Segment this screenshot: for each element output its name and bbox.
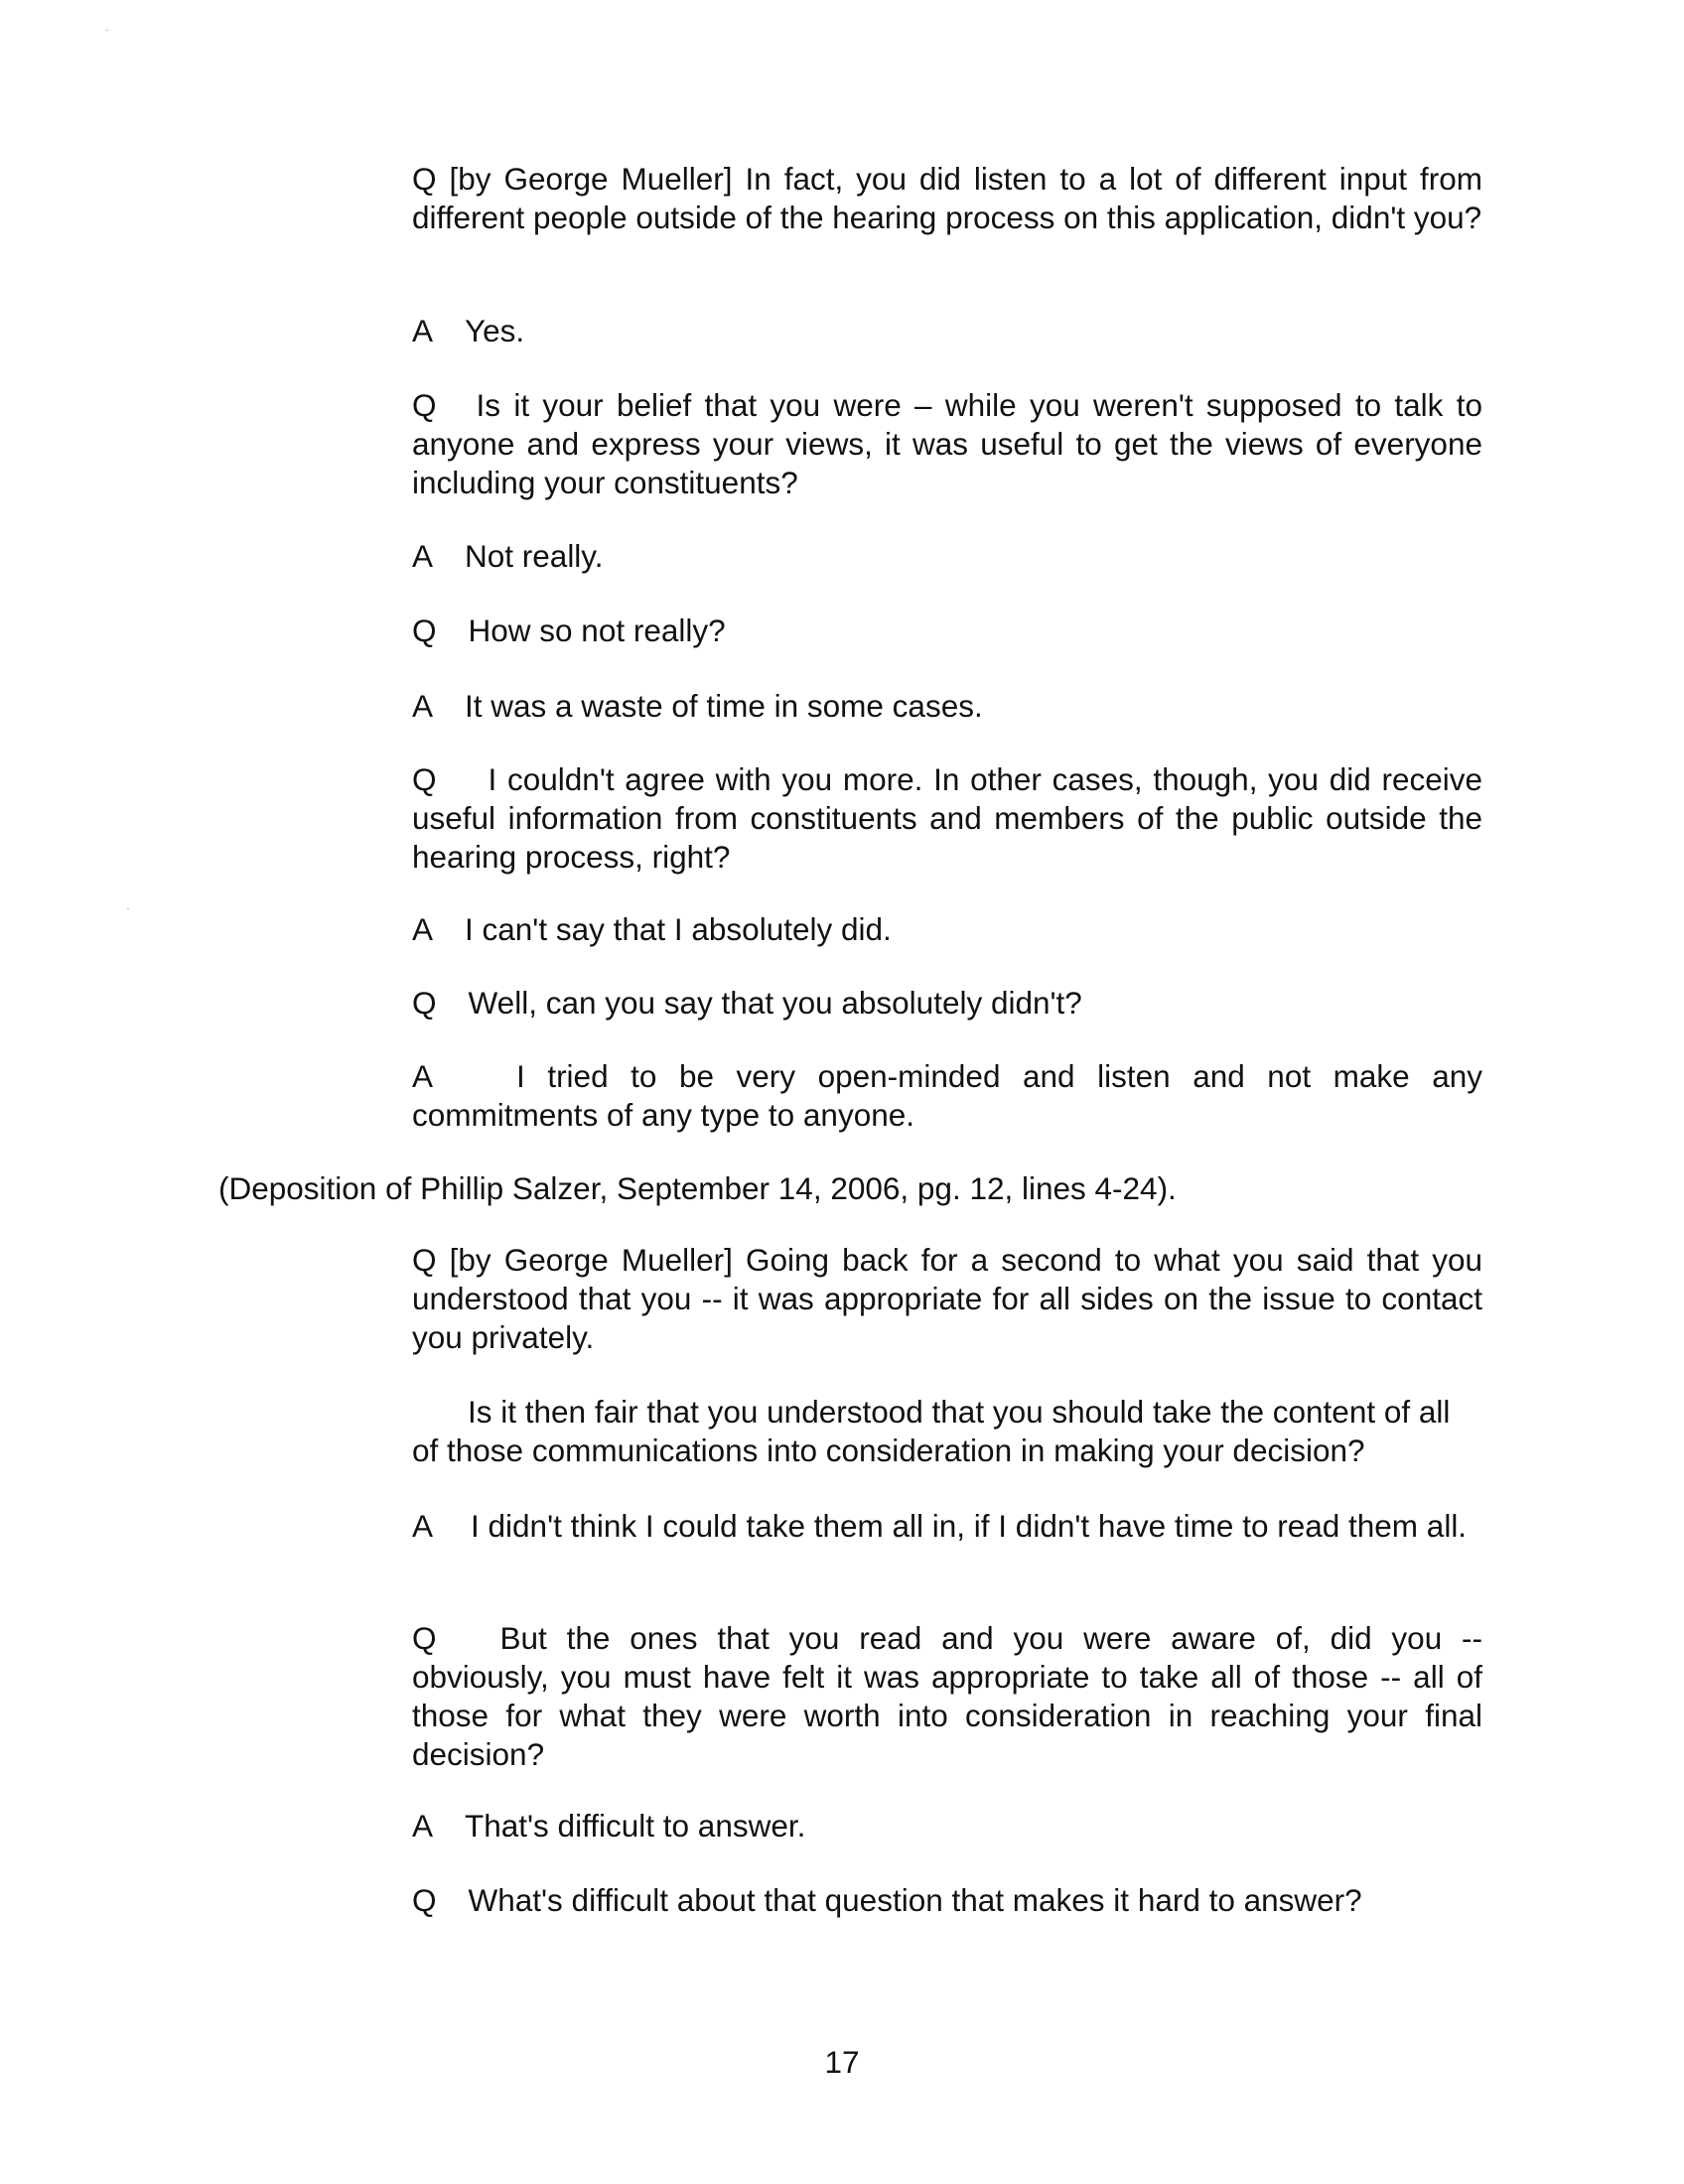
speaker-label: Q (412, 161, 437, 197)
transcript-text: [by George Mueller] In fact, you did listen to a lot of different input from different people outside of the hearing process on this application, didn't you? (412, 161, 1482, 235)
transcript-text: But the ones that you read and you were aware of, did you -- obviously, you must have felt it was appropriate to take all of those -- all of those for what they were worth into consideration in reaching your final decision? (412, 1620, 1482, 1772)
speaker-label: A (412, 1508, 434, 1544)
transcript-text: I didn't think I could take them all in, if I didn't have time to read them all. (471, 1508, 1468, 1544)
deposition-citation: (Deposition of Phillip Salzer, September 14, 2006, pg. 12, lines 4-24). (218, 1170, 1177, 1206)
transcript-answer (412, 312, 1482, 350)
transcript-text: I can't say that I absolutely did. (465, 911, 892, 947)
transcript-question (412, 1619, 1482, 1774)
transcript-question (412, 1241, 1482, 1357)
page-number: 17 (824, 2044, 860, 2080)
transcript-text: Is it then fair that you understood that you should take the content of all of those communications into consideration in making your decision? (412, 1394, 1451, 1468)
transcript-question (412, 984, 1482, 1023)
transcript-text: Well, can you say that you absolutely didn't? (468, 985, 1082, 1021)
transcript-question (412, 760, 1482, 877)
transcript-answer (412, 537, 1482, 576)
scan-speck (127, 908, 129, 909)
speaker-label: Q (412, 1882, 437, 1918)
transcript-question-continued (412, 1393, 1482, 1470)
scan-speck (106, 30, 108, 31)
transcript-text: Not really. (465, 538, 604, 574)
transcript-text: That's difficult to answer. (465, 1808, 806, 1843)
speaker-label: A (412, 688, 434, 724)
speaker-label: A (412, 1058, 434, 1094)
transcript-text: It was a waste of time in some cases. (465, 688, 983, 724)
speaker-label: Q (412, 387, 437, 423)
transcript-text: [by George Mueller] Going back for a second to what you said that you understood that you -- it was appropriate for all sides on the issue to contact you privately. (412, 1242, 1482, 1355)
speaker-label: A (412, 911, 434, 947)
speaker-label: A (412, 538, 434, 574)
transcript-answer (412, 910, 1482, 949)
speaker-label: Q (412, 761, 437, 797)
speaker-label: Q (412, 613, 437, 648)
transcript-text: I couldn't agree with you more. In other cases, though, you did receive useful information from constituents and members of the public outside the hearing process, right? (412, 761, 1482, 875)
transcript-answer (412, 687, 1482, 726)
transcript-answer (412, 1507, 1482, 1546)
transcript-text: I tried to be very open-minded and listen and not make any commitments of any type to anyone. (412, 1058, 1482, 1133)
transcript-question (412, 386, 1482, 502)
transcript-answer (412, 1057, 1482, 1135)
transcript-question (412, 160, 1482, 237)
transcript-text: What's difficult about that question that makes it hard to answer? (468, 1882, 1362, 1918)
transcript-question (412, 612, 1482, 650)
speaker-label: Q (412, 1242, 437, 1278)
transcript-question (412, 1881, 1482, 1920)
speaker-label: Q (412, 985, 437, 1021)
speaker-label: A (412, 313, 434, 348)
transcript-text: Yes. (465, 313, 525, 348)
transcript-text: Is it your belief that you were – while you weren't supposed to talk to anyone and express your views, it was useful to get the views of everyone including your constituents? (412, 387, 1482, 500)
speaker-label: A (412, 1808, 434, 1843)
transcript-text: How so not really? (468, 613, 726, 648)
speaker-label: Q (412, 1620, 437, 1656)
transcript-answer (412, 1807, 1482, 1845)
